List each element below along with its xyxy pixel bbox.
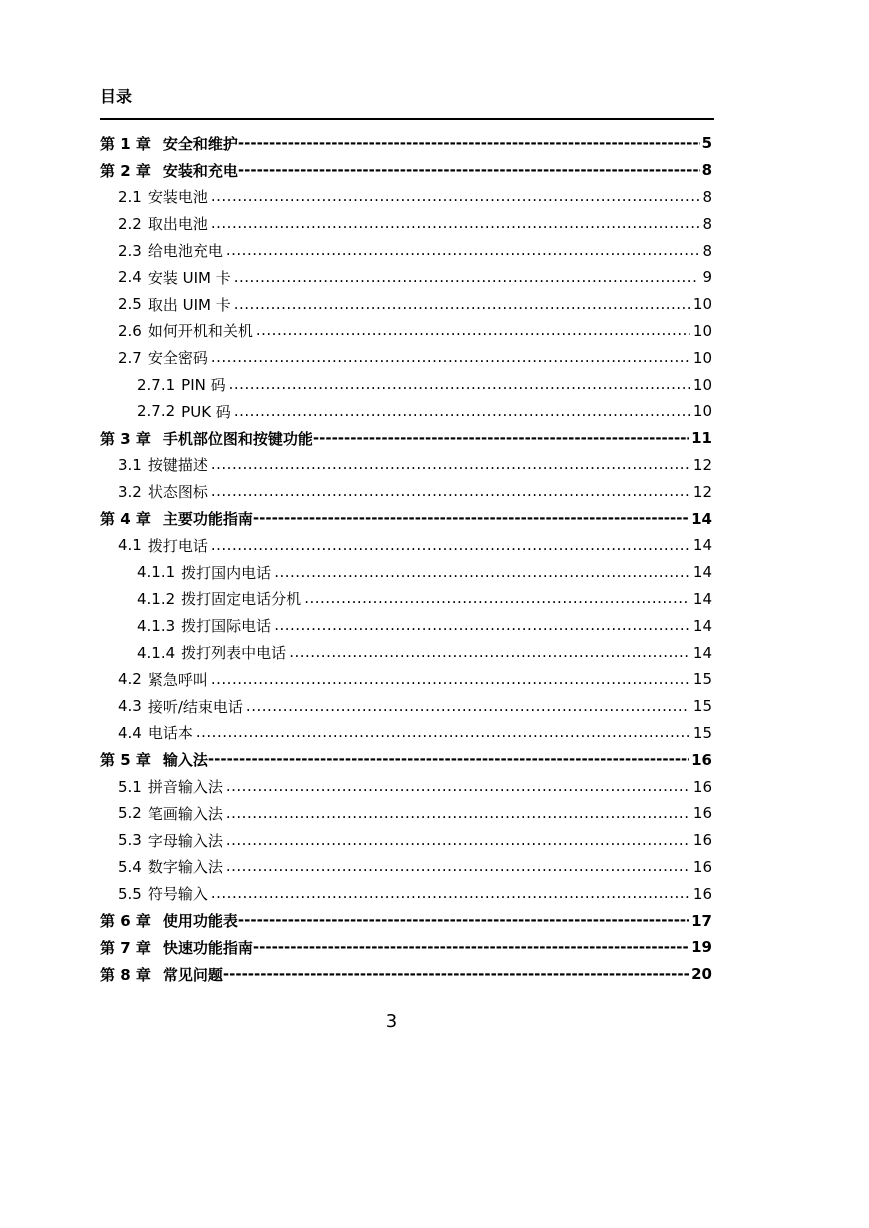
- toc-entry-title: 如何开机和关机: [147, 322, 253, 341]
- toc-entry-page: 8: [702, 187, 712, 206]
- toc-leader: [234, 402, 690, 417]
- toc-chapter-entry[interactable]: [100, 157, 712, 184]
- toc-entry-number: 2.2: [118, 214, 142, 233]
- toc-entry-title: 拨打固定电话分机: [181, 590, 302, 609]
- toc-entry-page: 14: [692, 563, 712, 582]
- toc-leader: [226, 857, 690, 872]
- toc-entry-title: 常见问题: [162, 965, 223, 984]
- toc-leader: [226, 804, 690, 819]
- toc-section-entry[interactable]: [100, 720, 712, 747]
- toc-section-entry[interactable]: [100, 371, 712, 398]
- toc-entry-page: 16: [692, 857, 712, 876]
- toc-chapter-entry[interactable]: [100, 505, 712, 532]
- toc-leader: [238, 911, 689, 926]
- toc-entry-title: 拨打国际电话: [181, 617, 272, 636]
- toc-entry-title: 符号输入: [147, 885, 208, 904]
- toc-entry-title: PUK 码: [181, 402, 231, 421]
- toc-entry-title: 拼音输入法: [147, 778, 223, 797]
- toc-entry-title: PIN 码: [181, 376, 226, 395]
- toc-entry-page: 10: [692, 321, 712, 340]
- toc-entry-page: 10: [692, 402, 712, 421]
- toc-entry-number: 第 6 章: [100, 912, 151, 930]
- toc-entry-number: 5.4: [118, 857, 142, 876]
- toc-entry-page: 8: [701, 161, 712, 180]
- toc-entry-title: 笔画输入法: [147, 804, 223, 823]
- toc-entry-number: 4.2: [118, 670, 142, 689]
- toc-entry-number: 2.6: [118, 321, 142, 340]
- toc-entry-page: 16: [692, 777, 712, 796]
- toc-entry-title: 拨打列表中电话: [181, 644, 287, 663]
- toc-leader: [234, 295, 690, 310]
- toc-entry-number: 5.5: [118, 884, 142, 903]
- toc-section-entry[interactable]: [100, 532, 712, 559]
- toc-entry-page: 12: [692, 455, 712, 474]
- toc-entry-page: 8: [702, 241, 712, 260]
- toc-section-entry[interactable]: [100, 184, 712, 211]
- toc-entry-page: 5: [701, 134, 712, 153]
- toc-entry-title: 紧急呼叫: [147, 670, 208, 689]
- toc-section-entry[interactable]: [100, 264, 712, 291]
- toc-section-entry[interactable]: [100, 344, 712, 371]
- toc-chapter-entry[interactable]: [100, 130, 712, 157]
- toc-entry-page: 9: [702, 268, 712, 287]
- toc-entry-number: 2.7: [118, 348, 142, 367]
- toc-chapter-entry[interactable]: [100, 425, 712, 452]
- toc-leader: [238, 134, 700, 149]
- toc-entry-page: 14: [692, 589, 712, 608]
- toc-entry-number: 2.7.2: [137, 402, 176, 421]
- toc-leader: [253, 509, 689, 524]
- toc-section-entry[interactable]: [100, 666, 712, 693]
- toc-entry-number: 第 1 章: [100, 134, 151, 153]
- toc-heading: 目录: [100, 87, 133, 106]
- toc-leader: [289, 643, 690, 658]
- toc-leader: [234, 268, 700, 283]
- toc-leader: [196, 723, 690, 738]
- toc-entry-number: 4.4: [118, 723, 142, 742]
- toc-entry-title: 取出 UIM 卡: [147, 295, 231, 314]
- toc-entry-title: 输入法: [162, 751, 208, 770]
- toc-entry-page: 12: [692, 482, 712, 501]
- toc-leader: [211, 455, 690, 470]
- toc-section-entry[interactable]: [100, 559, 712, 586]
- toc-entry-title: 安全和维护: [162, 134, 238, 153]
- toc-entry-number: 2.5: [118, 295, 142, 314]
- toc-chapter-entry[interactable]: [100, 934, 712, 961]
- toc-entry-page: 10: [692, 375, 712, 394]
- toc-section-entry[interactable]: [100, 827, 712, 854]
- toc-leader: [211, 536, 690, 551]
- toc-entry-page: 17: [691, 911, 712, 930]
- toc-section-entry[interactable]: [100, 318, 712, 345]
- toc-entry-number: 4.1.4: [137, 643, 176, 662]
- toc-section-entry[interactable]: [100, 586, 712, 613]
- toc-leader: [211, 670, 690, 685]
- toc-entry-number: 2.1: [118, 187, 142, 206]
- toc-entry-page: 16: [692, 804, 712, 823]
- toc-leader: [274, 616, 690, 631]
- toc-entry-number: 3.2: [118, 482, 142, 501]
- toc-leader: [211, 482, 690, 497]
- toc-entry-title: 安全密码: [147, 349, 208, 368]
- toc-section-entry[interactable]: [100, 237, 712, 264]
- toc-entry-page: 14: [692, 536, 712, 555]
- toc-entry-number: 5.2: [118, 804, 142, 823]
- toc-chapter-entry[interactable]: [100, 907, 712, 934]
- toc-leader: [274, 563, 690, 578]
- toc-leader: [246, 697, 690, 712]
- toc-entry-title: 电话本: [147, 724, 193, 743]
- toc-entry-page: 16: [692, 884, 712, 903]
- toc-entry-title: 按键描述: [147, 456, 208, 475]
- toc-entry-number: 4.1.1: [137, 563, 176, 582]
- toc-entry-number: 4.1.2: [137, 589, 176, 608]
- toc-entry-title: 状态图标: [147, 483, 208, 502]
- toc-entry-page: 10: [692, 295, 712, 314]
- toc-section-entry[interactable]: [100, 773, 712, 800]
- toc-leader: [211, 187, 700, 202]
- toc-leader: [229, 375, 690, 390]
- toc-entry-page: 14: [692, 616, 712, 635]
- toc-entry-title: 快速功能指南: [162, 938, 253, 957]
- toc-entry-page: 14: [691, 509, 712, 528]
- toc-leader: [211, 348, 690, 363]
- toc-entry-number: 第 2 章: [100, 161, 151, 180]
- toc-leader: [226, 831, 690, 846]
- toc-entry-number: 第 4 章: [100, 510, 151, 529]
- toc-entry-number: 4.1.3: [137, 616, 176, 635]
- toc-entry-title: 手机部位图和按键功能: [162, 429, 313, 448]
- toc-section-entry[interactable]: [100, 612, 712, 639]
- toc-entry-title: 给电池充电: [147, 242, 223, 261]
- toc-entry-number: 第 5 章: [100, 751, 151, 770]
- toc-section-entry[interactable]: [100, 291, 712, 318]
- toc-entry-number: 第 7 章: [100, 938, 151, 957]
- toc-section-entry[interactable]: [100, 210, 712, 237]
- toc-entry-title: 字母输入法: [147, 831, 223, 850]
- toc-section-entry[interactable]: [100, 693, 712, 720]
- toc-entry-page: 8: [702, 214, 712, 233]
- toc-entry-number: 2.4: [118, 268, 142, 287]
- toc-section-entry[interactable]: [100, 398, 712, 425]
- toc-section-entry[interactable]: [100, 639, 712, 666]
- toc-entry-page: 16: [691, 750, 712, 769]
- toc-entry-page: 15: [692, 697, 712, 716]
- toc-entry-number: 第 3 章: [100, 429, 151, 448]
- toc-entry-title: 主要功能指南: [162, 510, 253, 529]
- toc-entry-number: 5.3: [118, 831, 142, 850]
- toc-entry-page: 14: [692, 643, 712, 662]
- toc-leader: [226, 777, 690, 792]
- toc-leader: [223, 965, 689, 980]
- toc-chapter-entry[interactable]: [100, 746, 712, 773]
- toc-leader: [226, 241, 700, 256]
- toc-entry-title: 安装和充电: [162, 161, 238, 180]
- toc-entry-number: 2.7.1: [137, 375, 176, 394]
- toc-entry-title: 安装 UIM 卡: [147, 268, 231, 287]
- toc-entry-title: 安装电池: [147, 188, 208, 207]
- toc-leader: [253, 938, 689, 953]
- toc-leader: [211, 214, 700, 229]
- toc-chapter-entry[interactable]: [100, 961, 712, 988]
- toc-section-entry[interactable]: [100, 452, 712, 479]
- toc-leader: [313, 429, 689, 444]
- toc-entry-page: 15: [692, 670, 712, 689]
- toc-entry-title: 数字输入法: [147, 858, 223, 877]
- toc-section-entry[interactable]: [100, 478, 712, 505]
- toc-section-entry[interactable]: [100, 880, 712, 907]
- toc-entry-page: 10: [692, 348, 712, 367]
- toc-entry-number: 5.1: [118, 777, 142, 796]
- toc-entry-number: 第 8 章: [100, 965, 151, 984]
- toc-entry-title: 拨打国内电话: [181, 563, 272, 582]
- toc-section-entry[interactable]: [100, 854, 712, 881]
- toc-section-entry[interactable]: [100, 800, 712, 827]
- toc-entry-title: 接听/结束电话: [147, 697, 243, 716]
- toc-leader: [211, 884, 690, 899]
- toc-leader: [304, 589, 690, 604]
- toc-leader: [208, 750, 689, 765]
- toc-entry-number: 3.1: [118, 455, 142, 474]
- heading-rule: [100, 118, 714, 120]
- toc-entry-page: 16: [692, 831, 712, 850]
- toc-entry-number: 2.3: [118, 241, 142, 260]
- table-of-contents: [100, 130, 712, 988]
- toc-entry-title: 拨打电话: [147, 536, 208, 555]
- toc-entry-number: 4.1: [118, 536, 142, 555]
- toc-leader: [256, 321, 690, 336]
- toc-entry-page: 11: [691, 429, 712, 448]
- toc-entry-page: 20: [691, 965, 712, 984]
- toc-entry-number: 4.3: [118, 697, 142, 716]
- toc-entry-page: 15: [692, 723, 712, 742]
- toc-entry-title: 使用功能表: [162, 912, 238, 930]
- toc-leader: [238, 161, 700, 176]
- toc-entry-page: 19: [691, 938, 712, 957]
- toc-entry-title: 取出电池: [147, 215, 208, 234]
- page-number: 3: [385, 1011, 398, 1032]
